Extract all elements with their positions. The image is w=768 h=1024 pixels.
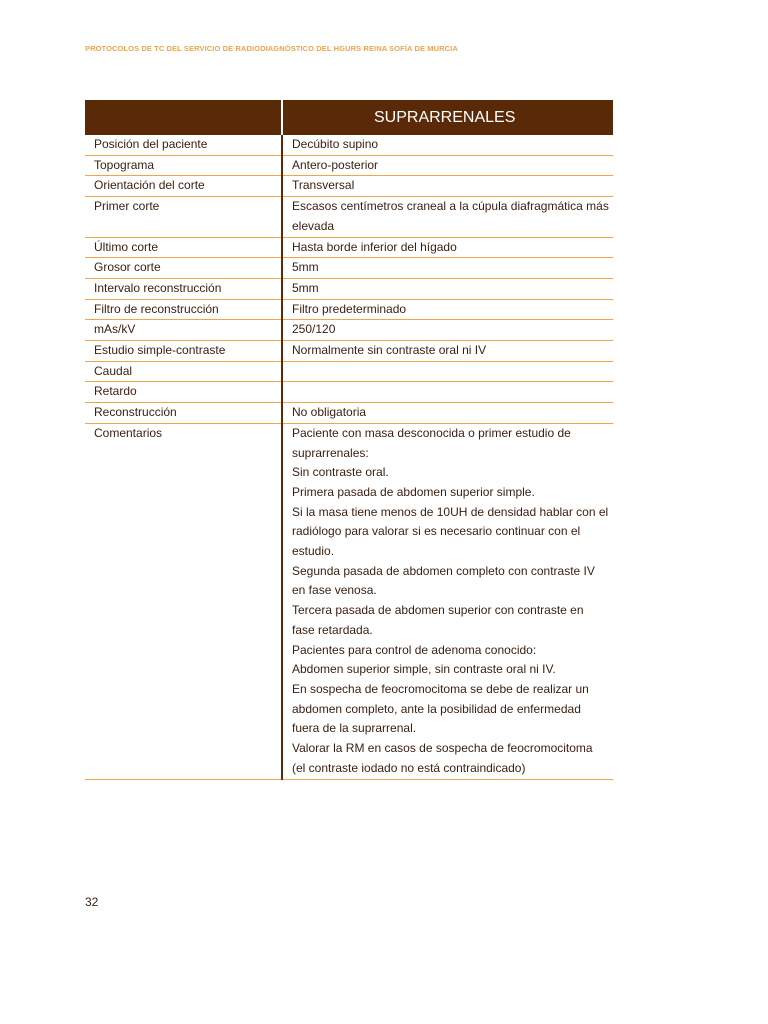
- table-row: [85, 341, 613, 362]
- row-param: Posición del paciente: [85, 135, 282, 155]
- row-param: Intervalo reconstrucción: [85, 278, 282, 299]
- protocol-table: [85, 100, 613, 780]
- comment-line: Valorar la RM en casos de sospecha de feocromocitoma (el contraste iodado no está contraindicado): [292, 741, 593, 775]
- comments-label: Comentarios: [85, 423, 282, 779]
- table-header-blank-cell: [85, 100, 282, 135]
- table-row: [85, 176, 613, 197]
- row-value: 5mm: [282, 258, 613, 279]
- comment-line: Primera pasada de abdomen superior simple.: [292, 484, 535, 499]
- row-value: Filtro predeterminado: [282, 299, 613, 320]
- comment-line: Abdomen superior simple, sin contraste oral ni IV.: [292, 662, 556, 677]
- comments-cell: [282, 423, 613, 779]
- row-param: Primer corte: [85, 197, 282, 237]
- table-row: [85, 237, 613, 258]
- table-row: [85, 155, 613, 176]
- row-param: Filtro de reconstrucción: [85, 299, 282, 320]
- row-value: [282, 382, 613, 403]
- row-value: Antero-posterior: [282, 155, 613, 176]
- comment-line: Tercera pasada de abdomen superior con contraste en fase retardada.: [292, 603, 584, 637]
- row-value: Escasos centímetros craneal a la cúpula diafragmática más elevada: [282, 197, 613, 237]
- comment-line: Segunda pasada de abdomen completo con contraste IV en fase venosa.: [292, 563, 595, 598]
- table-row: [85, 135, 613, 155]
- running-header: PROTOCOLOS DE TC DEL SERVICIO DE RADIODIAGNÓSTICO DEL HGURS REINA SOFÍA DE MURCIA: [85, 44, 458, 53]
- row-value: 5mm: [282, 278, 613, 299]
- comment-line: Pacientes para control de adenoma conocido:: [292, 642, 537, 657]
- row-param: Reconstrucción: [85, 403, 282, 424]
- row-param: mAs/kV: [85, 320, 282, 341]
- table-row: [85, 197, 613, 237]
- row-value: Normalmente sin contraste oral ni IV: [282, 341, 613, 362]
- row-value: Transversal: [282, 176, 613, 197]
- row-param: Topograma: [85, 155, 282, 176]
- row-param: Último corte: [85, 237, 282, 258]
- row-value: [282, 361, 613, 382]
- row-value: Decúbito supino: [282, 135, 613, 155]
- table-header-row: [85, 100, 613, 135]
- row-param: Estudio simple-contraste: [85, 341, 282, 362]
- table-row: [85, 278, 613, 299]
- row-param: Retardo: [85, 382, 282, 403]
- table-row: [85, 320, 613, 341]
- table-row: [85, 403, 613, 424]
- table-row: [85, 361, 613, 382]
- row-value: 250/120: [282, 320, 613, 341]
- row-param: Grosor corte: [85, 258, 282, 279]
- comment-line: En sospecha de feocromocitoma se debe de realizar un abdomen completo, ante la posibilidad de enfermedad fuera de la suprarrenal.: [292, 681, 589, 736]
- row-param: Orientación del corte: [85, 176, 282, 197]
- comment-line: Si la masa tiene menos de 10UH de densidad hablar con el radiólogo para valorar si es necesario continuar con el estudio.: [292, 504, 609, 559]
- row-value: No obligatoria: [282, 403, 613, 424]
- table-title: SUPRARRENALES: [282, 100, 613, 135]
- comments-row: [85, 423, 613, 779]
- page-number: 32: [85, 895, 99, 909]
- table-row: [85, 258, 613, 279]
- comment-line: Sin contraste oral.: [292, 465, 389, 480]
- table-row: [85, 382, 613, 403]
- row-value: Hasta borde inferior del hígado: [282, 237, 613, 258]
- comment-line: Paciente con masa desconocida o primer estudio de suprarrenales:: [292, 425, 571, 460]
- row-param: Caudal: [85, 361, 282, 382]
- table-row: [85, 299, 613, 320]
